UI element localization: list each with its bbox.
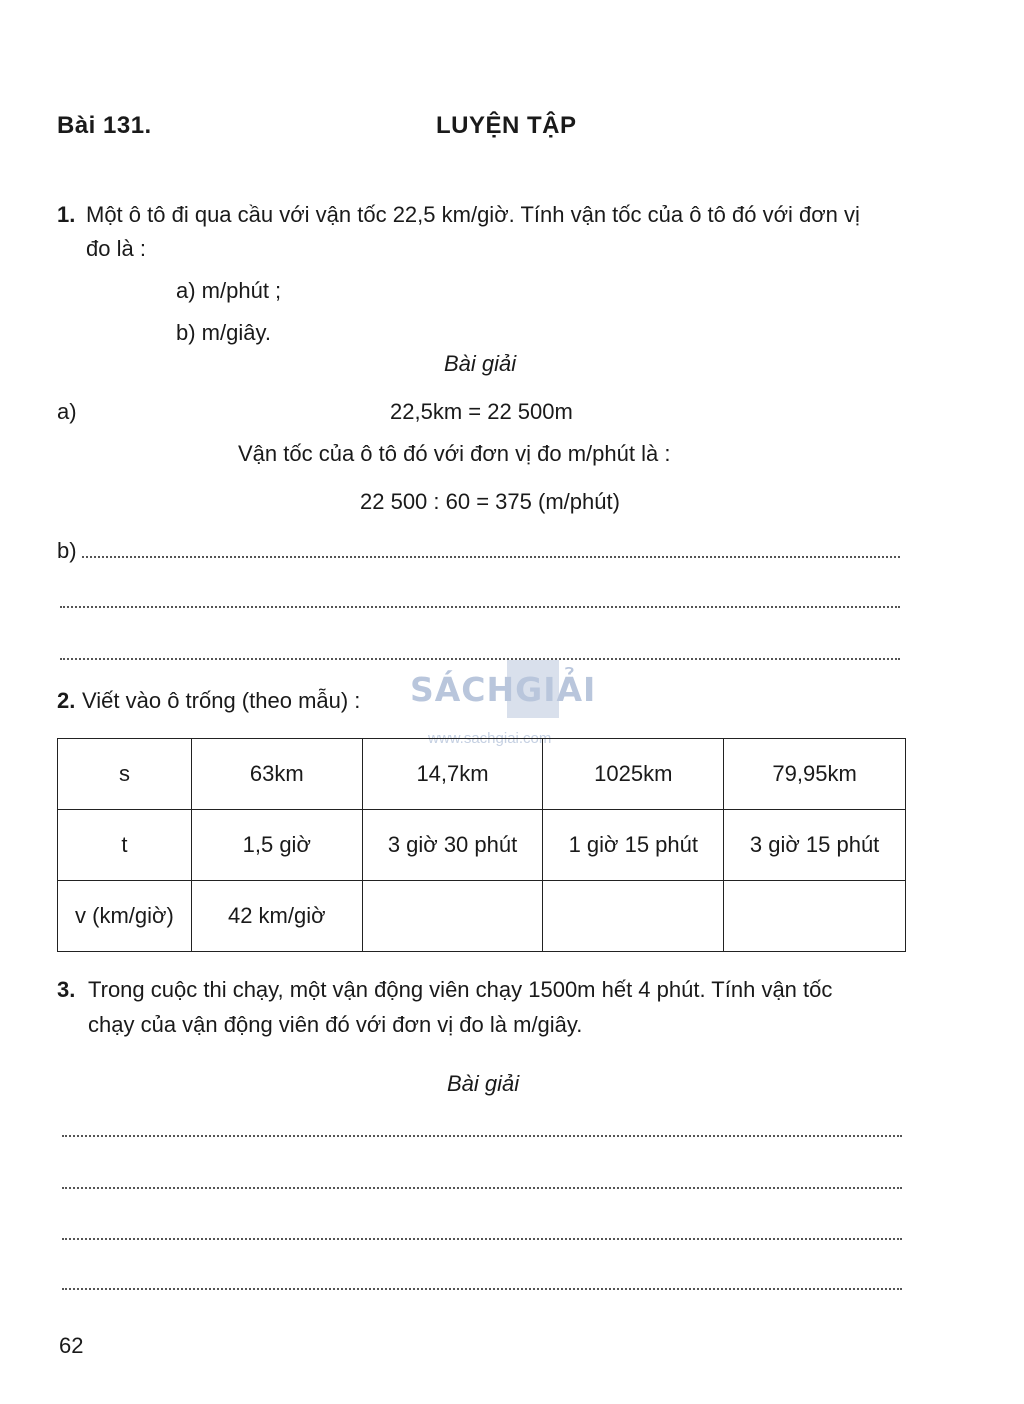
exercise-1-line1: Một ô tô đi qua cầu với vận tốc 22,5 km/giờ. Tính vận tốc của ô tô đó với đơn vị <box>86 202 860 227</box>
lesson-number: Bài 131. <box>57 112 152 139</box>
table-cell: 1025km <box>543 739 724 810</box>
table-row-header: s <box>58 739 192 810</box>
exercise-1-option-a: a) m/phút ; <box>176 278 282 303</box>
table-cell <box>362 881 543 952</box>
table-row <box>58 739 906 810</box>
table-row <box>58 810 906 881</box>
watermark-brand: SÁCHGIẢI <box>410 670 597 709</box>
answer-line <box>62 1135 902 1137</box>
page-title: LUYỆN TẬP <box>436 112 577 139</box>
exercise-3-number: 3. <box>57 977 76 1002</box>
answer-line <box>62 1238 902 1240</box>
exercise-1-line2: đo là : <box>86 236 146 261</box>
table-row-header: v (km/giờ) <box>58 881 192 952</box>
solution-a-line2: Vận tốc của ô tô đó với đơn vị đo m/phút là : <box>238 441 671 466</box>
answer-line <box>82 556 900 558</box>
watermark-url: www.sachgiai.com <box>428 730 552 747</box>
table-cell <box>724 881 906 952</box>
exercise-1-number: 1. <box>57 202 76 227</box>
table-cell: 3 giờ 15 phút <box>724 810 906 881</box>
table-row <box>58 881 906 952</box>
table-cell: 1,5 giờ <box>191 810 362 881</box>
watermark <box>410 660 620 750</box>
page-number: 62 <box>59 1333 84 1358</box>
answer-line <box>62 1187 902 1189</box>
solution-b-label: b) <box>57 538 77 563</box>
table-row-header: t <box>58 810 192 881</box>
table-cell <box>543 881 724 952</box>
exercise-2-prompt: Viết vào ô trống (theo mẫu) : <box>82 688 361 713</box>
table-cell: 42 km/giờ <box>191 881 362 952</box>
table-cell: 63km <box>191 739 362 810</box>
table-cell: 79,95km <box>724 739 906 810</box>
table-cell: 3 giờ 30 phút <box>362 810 543 881</box>
solution-a-line3: 22 500 : 60 = 375 (m/phút) <box>360 489 620 514</box>
solution-a-line1: 22,5km = 22 500m <box>390 399 573 424</box>
solution-a-label: a) <box>57 399 77 424</box>
table-cell: 1 giờ 15 phút <box>543 810 724 881</box>
exercise-1-option-b: b) m/giây. <box>176 320 271 345</box>
exercise-2-number: 2. <box>57 688 76 713</box>
exercise-3-line2: chạy của vận động viên đó với đơn vị đo là m/giây. <box>88 1012 583 1037</box>
answer-line <box>60 606 900 608</box>
speed-table <box>57 738 906 952</box>
exercise-3-line1: Trong cuộc thi chạy, một vận động viên chạy 1500m hết 4 phút. Tính vận tốc <box>88 977 833 1002</box>
table-cell: 14,7km <box>362 739 543 810</box>
answer-line <box>62 1288 902 1290</box>
exercise-3-solution-heading: Bài giải <box>447 1071 520 1096</box>
exercise-1-solution-heading: Bài giải <box>444 351 517 376</box>
